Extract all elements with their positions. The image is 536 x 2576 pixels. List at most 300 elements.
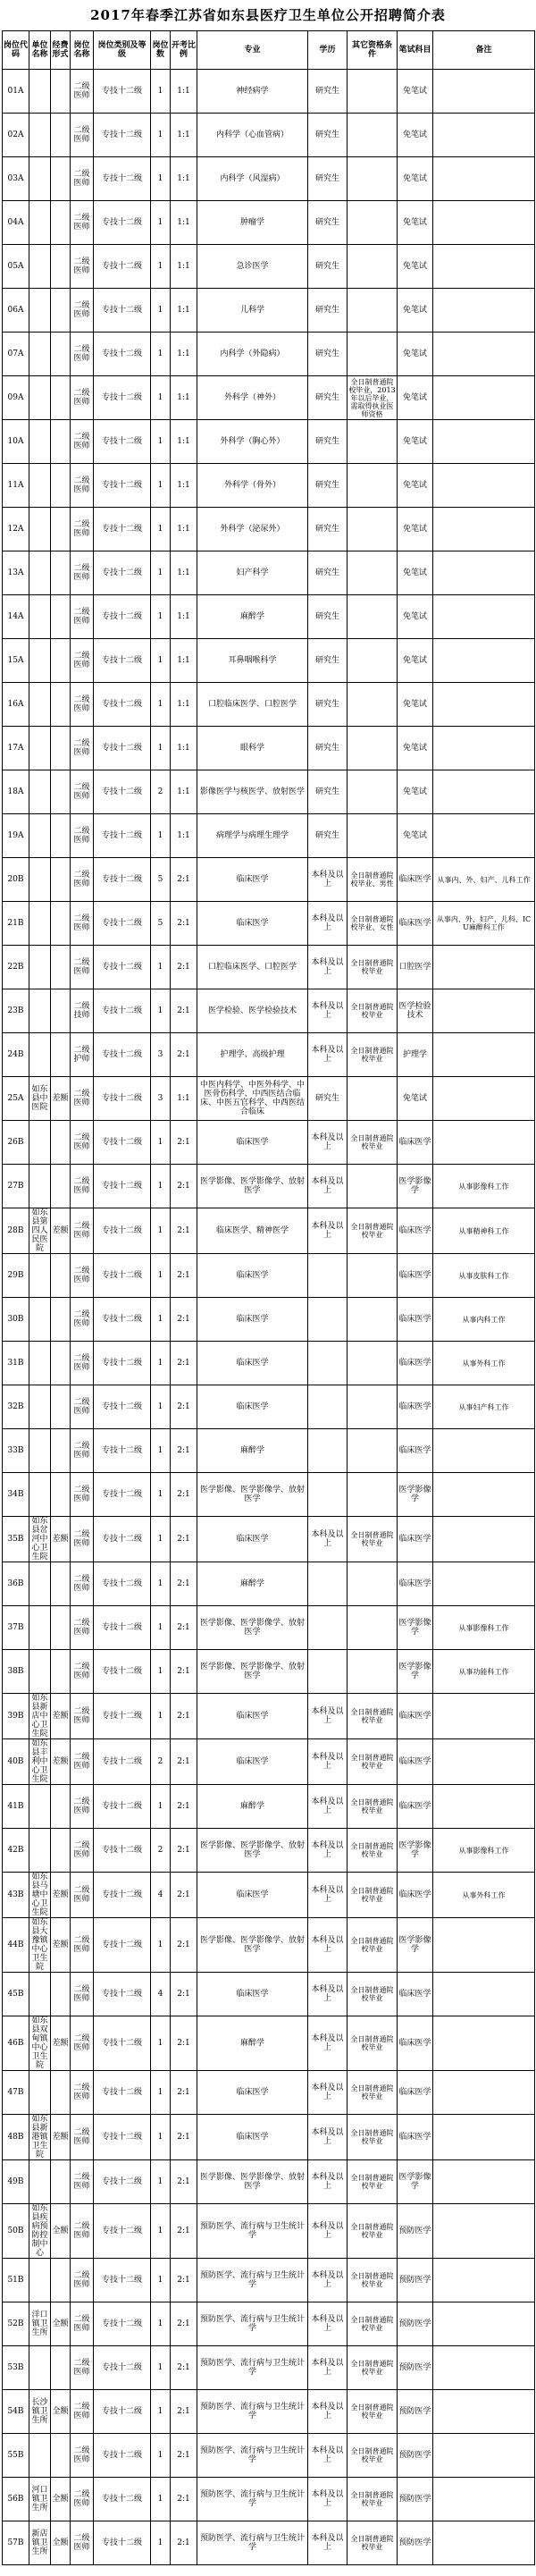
cell-post-code: 12A — [3, 508, 29, 551]
table-row — [3, 1694, 535, 1739]
cell-post-name: 二级医师 — [71, 902, 94, 946]
cell-post-code: 11A — [3, 464, 29, 508]
cell-post-name: 二级医师 — [71, 2390, 94, 2434]
cell-exam-ratio: 1:1 — [171, 1077, 197, 1121]
cell-post-name: 二级医师 — [71, 2302, 94, 2346]
cell-post-grade: 专技十二级 — [94, 1429, 151, 1473]
cell-post-code: 15A — [3, 639, 29, 683]
cell-exam-subject: 医学影像学 — [398, 1606, 433, 1650]
cell-post-code: 03A — [3, 157, 29, 201]
cell-exam-subject: 免笔试 — [398, 70, 433, 114]
recruitment-table — [2, 30, 535, 2565]
cell-remark — [433, 1918, 535, 1973]
table-row — [3, 858, 535, 902]
cell-post-grade: 专技十二级 — [94, 946, 151, 989]
cell-education: 研究生 — [308, 508, 348, 551]
cell-exam-ratio: 2:1 — [171, 1298, 197, 1342]
cell-major: 内科学（心血管病） — [197, 114, 308, 157]
cell-other-qualification: 全日制普通院校毕业 — [348, 1785, 398, 1829]
cell-major: 预防医学、流行病与卫生统计学 — [197, 2478, 308, 2521]
cell-post-name: 二级医师 — [71, 2434, 94, 2478]
table-row — [3, 289, 535, 333]
cell-major: 临床医学 — [197, 1121, 308, 1165]
cell-funding-type: 全额 — [51, 2390, 71, 2434]
cell-exam-ratio: 1:1 — [171, 464, 197, 508]
cell-post-grade: 专技十二级 — [94, 814, 151, 858]
cell-education: 本科及以上 — [308, 2071, 348, 2115]
cell-other-qualification — [348, 770, 398, 814]
column-header: 备注 — [433, 31, 535, 70]
cell-post-name: 二级医师 — [71, 2478, 94, 2521]
cell-education: 本科及以上 — [308, 2434, 348, 2478]
cell-post-grade: 专技十二级 — [94, 727, 151, 770]
cell-education: 研究生 — [308, 595, 348, 639]
cell-post-count: 1 — [151, 245, 171, 289]
cell-funding-type — [51, 2160, 71, 2204]
cell-remark — [433, 595, 535, 639]
cell-post-count: 3 — [151, 1033, 171, 1077]
cell-remark — [433, 1077, 535, 1121]
cell-unit-name — [29, 1121, 51, 1165]
cell-remark — [433, 1121, 535, 1165]
cell-post-count: 1 — [151, 2204, 171, 2259]
cell-exam-subject: 临床医学 — [398, 2115, 433, 2160]
cell-education: 研究生 — [308, 289, 348, 333]
cell-other-qualification — [348, 1385, 398, 1429]
cell-post-grade: 专技十二级 — [94, 1739, 151, 1785]
cell-education — [308, 1298, 348, 1342]
cell-education: 本科及以上 — [308, 2478, 348, 2521]
cell-other-qualification — [348, 245, 398, 289]
cell-post-code: 22B — [3, 946, 29, 989]
cell-remark: 从事皮肤科工作 — [433, 1254, 535, 1298]
cell-education: 本科及以上 — [308, 2115, 348, 2160]
cell-post-code: 39B — [3, 1694, 29, 1739]
cell-funding-type: 差额 — [51, 1208, 71, 1254]
cell-other-qualification: 全日制普通院校毕业、男性 — [348, 858, 398, 902]
cell-post-count: 1 — [151, 464, 171, 508]
cell-education: 本科及以上 — [308, 2204, 348, 2259]
cell-exam-ratio: 1:1 — [171, 420, 197, 464]
cell-other-qualification: 全日制普通院校毕业 — [348, 1829, 398, 1873]
cell-post-name: 二级医师 — [71, 1918, 94, 1973]
cell-post-count: 1 — [151, 1121, 171, 1165]
cell-major: 医学影像、医学影像学、放射医学 — [197, 1918, 308, 1973]
cell-exam-subject: 免笔试 — [398, 201, 433, 245]
cell-funding-type: 全额 — [51, 2478, 71, 2521]
cell-post-name: 二级医师 — [71, 858, 94, 902]
cell-education: 本科及以上 — [308, 1785, 348, 1829]
table-row — [3, 2160, 535, 2204]
table-row — [3, 245, 535, 289]
cell-exam-ratio: 1:1 — [171, 289, 197, 333]
cell-post-count: 2 — [151, 770, 171, 814]
cell-other-qualification — [348, 157, 398, 201]
cell-post-name: 二级医师 — [71, 1694, 94, 1739]
cell-remark: 从事妇产科工作 — [433, 1385, 535, 1429]
cell-post-grade: 专技十二级 — [94, 508, 151, 551]
cell-unit-name — [29, 727, 51, 770]
cell-unit-name — [29, 595, 51, 639]
cell-post-code: 48B — [3, 2115, 29, 2160]
cell-post-code: 04A — [3, 201, 29, 245]
table-row — [3, 1473, 535, 1517]
cell-post-grade: 专技十二级 — [94, 245, 151, 289]
cell-major: 中医内科学、中医外科学、中医骨伤科学、中西医结合临床、中医五官科学、中西医结合临床 — [197, 1077, 308, 1121]
cell-post-grade: 专技十二级 — [94, 1694, 151, 1739]
cell-exam-ratio: 2:1 — [171, 858, 197, 902]
cell-post-count: 4 — [151, 1973, 171, 2016]
cell-education: 本科及以上 — [308, 989, 348, 1033]
cell-remark — [433, 245, 535, 289]
cell-post-grade: 专技十二级 — [94, 1342, 151, 1385]
cell-other-qualification — [348, 464, 398, 508]
cell-education — [308, 1385, 348, 1429]
cell-unit-name: 如东县马塘中心卫生院 — [29, 1873, 51, 1918]
table-row — [3, 1562, 535, 1606]
cell-exam-subject: 临床医学 — [398, 1121, 433, 1165]
cell-exam-ratio: 2:1 — [171, 946, 197, 989]
cell-exam-subject: 临床医学 — [398, 1385, 433, 1429]
cell-post-code: 31B — [3, 1342, 29, 1385]
cell-post-name: 二级医师 — [71, 114, 94, 157]
cell-unit-name — [29, 2160, 51, 2204]
cell-major: 耳鼻咽喉科学 — [197, 639, 308, 683]
cell-post-name: 二级医师 — [71, 70, 94, 114]
cell-education: 本科及以上 — [308, 1918, 348, 1973]
cell-post-count: 1 — [151, 1385, 171, 1429]
cell-exam-subject: 预防医学 — [398, 2259, 433, 2302]
cell-exam-subject: 护理学 — [398, 1033, 433, 1077]
cell-remark — [433, 2346, 535, 2390]
cell-other-qualification — [348, 1165, 398, 1208]
column-header: 其它资格条件 — [348, 31, 398, 70]
cell-education: 研究生 — [308, 70, 348, 114]
cell-remark — [433, 157, 535, 201]
cell-education: 本科及以上 — [308, 946, 348, 989]
cell-exam-ratio: 1:1 — [171, 727, 197, 770]
cell-post-grade: 专技十二级 — [94, 114, 151, 157]
cell-other-qualification — [348, 1298, 398, 1342]
cell-unit-name — [29, 1298, 51, 1342]
cell-exam-subject: 临床医学 — [398, 2071, 433, 2115]
cell-post-code: 17A — [3, 727, 29, 770]
cell-funding-type: 差额 — [51, 2016, 71, 2071]
table-row — [3, 1342, 535, 1385]
table-row — [3, 1918, 535, 1973]
cell-education — [308, 1254, 348, 1298]
cell-remark — [433, 1429, 535, 1473]
cell-exam-subject: 临床医学 — [398, 1517, 433, 1562]
cell-exam-subject: 预防医学 — [398, 2346, 433, 2390]
cell-other-qualification — [348, 1077, 398, 1121]
cell-remark — [433, 727, 535, 770]
cell-post-code: 02A — [3, 114, 29, 157]
cell-education: 本科及以上 — [308, 1517, 348, 1562]
cell-exam-ratio: 2:1 — [171, 1473, 197, 1517]
cell-exam-subject: 口腔医学 — [398, 946, 433, 989]
column-header: 岗位类别及等级 — [94, 31, 151, 70]
cell-major: 口腔临床医学、口腔医学 — [197, 683, 308, 727]
cell-unit-name — [29, 770, 51, 814]
cell-funding-type — [51, 727, 71, 770]
cell-post-code: 07A — [3, 333, 29, 376]
cell-exam-ratio: 2:1 — [171, 1785, 197, 1829]
cell-major: 外科学（泌尿外） — [197, 508, 308, 551]
cell-post-code: 54B — [3, 2390, 29, 2434]
cell-other-qualification — [348, 814, 398, 858]
cell-other-qualification: 全日制普通院校毕业 — [348, 946, 398, 989]
cell-remark — [433, 946, 535, 989]
cell-post-name: 二级医师 — [71, 946, 94, 989]
cell-post-name: 二级医师 — [71, 2521, 94, 2565]
table-row — [3, 464, 535, 508]
cell-major: 医学影像、医学影像学、放射医学 — [197, 1165, 308, 1208]
cell-unit-name — [29, 2071, 51, 2115]
cell-unit-name — [29, 376, 51, 420]
cell-post-name: 二级医师 — [71, 508, 94, 551]
cell-major: 临床医学 — [197, 2115, 308, 2160]
table-row — [3, 1517, 535, 1562]
cell-post-name: 二级医师 — [71, 420, 94, 464]
cell-major: 预防医学、流行病与卫生统计学 — [197, 2434, 308, 2478]
cell-remark — [433, 1033, 535, 1077]
cell-unit-name: 如东县第四人民医院 — [29, 1208, 51, 1254]
cell-other-qualification: 全日制普通院校毕业 — [348, 2346, 398, 2390]
cell-post-name: 二级医师 — [71, 464, 94, 508]
cell-funding-type — [51, 70, 71, 114]
cell-education: 研究生 — [308, 333, 348, 376]
cell-post-name: 二级医师 — [71, 770, 94, 814]
cell-education: 本科及以上 — [308, 2346, 348, 2390]
cell-funding-type — [51, 1562, 71, 1606]
cell-funding-type — [51, 814, 71, 858]
cell-other-qualification — [348, 683, 398, 727]
cell-post-code: 05A — [3, 245, 29, 289]
cell-post-code: 24B — [3, 1033, 29, 1077]
cell-post-code: 46B — [3, 2016, 29, 2071]
cell-exam-ratio: 2:1 — [171, 2016, 197, 2071]
table-row — [3, 2390, 535, 2434]
table-row — [3, 2071, 535, 2115]
cell-post-count: 1 — [151, 2302, 171, 2346]
cell-major: 麻醉学 — [197, 2016, 308, 2071]
cell-post-code: 27B — [3, 1165, 29, 1208]
table-row — [3, 1165, 535, 1208]
cell-other-qualification — [348, 551, 398, 595]
cell-funding-type — [51, 1973, 71, 2016]
cell-funding-type: 全额 — [51, 2204, 71, 2259]
cell-post-count: 1 — [151, 1918, 171, 1973]
cell-remark — [433, 201, 535, 245]
cell-major: 医学检验、医学检验技术 — [197, 989, 308, 1033]
cell-funding-type — [51, 1121, 71, 1165]
cell-other-qualification: 全日制普通院校毕业 — [348, 1694, 398, 1739]
cell-post-grade: 专技十二级 — [94, 2434, 151, 2478]
cell-post-code: 42B — [3, 1829, 29, 1873]
cell-exam-ratio: 2:1 — [171, 2259, 197, 2302]
cell-exam-ratio: 2:1 — [171, 2390, 197, 2434]
cell-remark — [433, 2521, 535, 2565]
cell-post-name: 二级医师 — [71, 2204, 94, 2259]
cell-exam-ratio: 2:1 — [171, 1606, 197, 1650]
cell-exam-subject: 免笔试 — [398, 727, 433, 770]
cell-post-count: 1 — [151, 70, 171, 114]
cell-remark — [433, 1517, 535, 1562]
cell-post-count: 2 — [151, 1739, 171, 1785]
cell-education: 研究生 — [308, 770, 348, 814]
cell-post-name: 二级医师 — [71, 2071, 94, 2115]
cell-post-count: 1 — [151, 1165, 171, 1208]
cell-other-qualification — [348, 595, 398, 639]
cell-post-name: 二级医师 — [71, 1473, 94, 1517]
cell-education — [308, 1606, 348, 1650]
cell-post-count: 1 — [151, 2434, 171, 2478]
cell-unit-name: 如东县新港镇卫生院 — [29, 2115, 51, 2160]
cell-post-name: 二级医师 — [71, 727, 94, 770]
cell-post-grade: 专技十二级 — [94, 1298, 151, 1342]
cell-education: 研究生 — [308, 727, 348, 770]
cell-post-code: 16A — [3, 683, 29, 727]
table-row — [3, 1298, 535, 1342]
cell-other-qualification — [348, 1606, 398, 1650]
cell-funding-type — [51, 595, 71, 639]
cell-unit-name — [29, 1385, 51, 1429]
cell-exam-ratio: 1:1 — [171, 376, 197, 420]
table-row — [3, 2346, 535, 2390]
cell-exam-ratio: 2:1 — [171, 2204, 197, 2259]
cell-post-grade: 专技十二级 — [94, 2521, 151, 2565]
cell-post-name: 二级医师 — [71, 1973, 94, 2016]
cell-exam-ratio: 2:1 — [171, 1739, 197, 1785]
cell-post-code: 36B — [3, 1562, 29, 1606]
cell-post-count: 1 — [151, 2071, 171, 2115]
cell-post-code: 52B — [3, 2302, 29, 2346]
cell-remark — [433, 114, 535, 157]
cell-post-grade: 专技十二级 — [94, 2071, 151, 2115]
cell-education: 本科及以上 — [308, 2521, 348, 2565]
cell-remark — [433, 2390, 535, 2434]
cell-other-qualification — [348, 1429, 398, 1473]
cell-exam-subject: 临床医学 — [398, 1208, 433, 1254]
cell-exam-subject: 免笔试 — [398, 289, 433, 333]
cell-post-name: 二级医师 — [71, 1829, 94, 1873]
cell-remark: 从事内、外、妇产、儿科工作 — [433, 858, 535, 902]
cell-post-code: 25A — [3, 1077, 29, 1121]
cell-exam-ratio: 2:1 — [171, 1033, 197, 1077]
cell-post-grade: 专技十二级 — [94, 858, 151, 902]
cell-post-grade: 专技十二级 — [94, 1918, 151, 1973]
cell-major: 麻醉学 — [197, 1785, 308, 1829]
cell-funding-type — [51, 1298, 71, 1342]
cell-exam-ratio: 2:1 — [171, 2478, 197, 2521]
cell-post-name: 二级医师 — [71, 1873, 94, 1918]
cell-education: 本科及以上 — [308, 1208, 348, 1254]
cell-funding-type — [51, 1033, 71, 1077]
cell-exam-ratio: 1:1 — [171, 683, 197, 727]
cell-funding-type — [51, 1829, 71, 1873]
cell-exam-ratio: 1:1 — [171, 551, 197, 595]
cell-unit-name: 如东县丰利中心卫生院 — [29, 1739, 51, 1785]
column-header: 开考比例 — [171, 31, 197, 70]
table-header-row — [3, 31, 535, 70]
cell-remark — [433, 2259, 535, 2302]
cell-post-grade: 专技十二级 — [94, 1165, 151, 1208]
cell-post-grade: 专技十二级 — [94, 2115, 151, 2160]
cell-post-name: 二级医师 — [71, 2259, 94, 2302]
cell-post-name: 二级医师 — [71, 2115, 94, 2160]
table-row — [3, 2016, 535, 2071]
cell-exam-subject: 预防医学 — [398, 2204, 433, 2259]
column-header: 岗位代码 — [3, 31, 29, 70]
cell-major: 医学影像、医学影像学、放射医学 — [197, 2160, 308, 2204]
cell-remark: 从事内科工作 — [433, 1298, 535, 1342]
cell-major: 预防医学、流行病与卫生统计学 — [197, 2521, 308, 2565]
cell-unit-name — [29, 1562, 51, 1606]
cell-post-grade: 专技十二级 — [94, 1873, 151, 1918]
cell-post-grade: 专技十二级 — [94, 902, 151, 946]
cell-post-count: 1 — [151, 289, 171, 333]
cell-exam-subject: 免笔试 — [398, 157, 433, 201]
cell-exam-ratio: 2:1 — [171, 1694, 197, 1739]
cell-exam-subject: 医学检验技术 — [398, 989, 433, 1033]
cell-post-grade: 专技十二级 — [94, 464, 151, 508]
cell-remark — [433, 1694, 535, 1739]
cell-major: 外科学（骨外） — [197, 464, 308, 508]
cell-post-code: 23B — [3, 989, 29, 1033]
cell-post-name: 二级医师 — [71, 1650, 94, 1694]
cell-post-grade: 专技十二级 — [94, 770, 151, 814]
cell-other-qualification — [348, 1650, 398, 1694]
cell-post-name: 二级医师 — [71, 1121, 94, 1165]
cell-post-grade: 专技十二级 — [94, 376, 151, 420]
cell-major: 预防医学、流行病与卫生统计学 — [197, 2390, 308, 2434]
cell-education: 本科及以上 — [308, 2302, 348, 2346]
cell-exam-subject: 医学影像学 — [398, 1165, 433, 1208]
cell-other-qualification: 全日制普通院校毕业 — [348, 1121, 398, 1165]
cell-unit-name — [29, 1429, 51, 1473]
cell-unit-name — [29, 114, 51, 157]
cell-funding-type: 差额 — [51, 1694, 71, 1739]
cell-major: 口腔临床医学、口腔医学 — [197, 946, 308, 989]
cell-exam-ratio: 1:1 — [171, 201, 197, 245]
cell-funding-type — [51, 420, 71, 464]
cell-unit-name — [29, 1165, 51, 1208]
cell-post-grade: 专技十二级 — [94, 1650, 151, 1694]
cell-funding-type: 差额 — [51, 1077, 71, 1121]
cell-other-qualification — [348, 1562, 398, 1606]
cell-post-count: 1 — [151, 420, 171, 464]
cell-remark — [433, 1473, 535, 1517]
cell-post-grade: 专技十二级 — [94, 1385, 151, 1429]
cell-major: 医学影像、医学影像学、放射医学 — [197, 1473, 308, 1517]
cell-funding-type — [51, 1785, 71, 1829]
table-row — [3, 551, 535, 595]
cell-post-name: 二级医师 — [71, 1342, 94, 1385]
cell-post-grade: 专技十二级 — [94, 70, 151, 114]
cell-exam-subject: 临床医学 — [398, 1873, 433, 1918]
cell-post-grade: 专技十二级 — [94, 2016, 151, 2071]
table-row — [3, 1973, 535, 2016]
cell-exam-subject: 免笔试 — [398, 1077, 433, 1121]
cell-exam-ratio: 1:1 — [171, 508, 197, 551]
cell-post-name: 二级医师 — [71, 1298, 94, 1342]
cell-education: 本科及以上 — [308, 2390, 348, 2434]
cell-exam-ratio: 1:1 — [171, 595, 197, 639]
cell-major: 麻醉学 — [197, 1562, 308, 1606]
cell-post-grade: 专技十二级 — [94, 2302, 151, 2346]
cell-post-code: 10A — [3, 420, 29, 464]
